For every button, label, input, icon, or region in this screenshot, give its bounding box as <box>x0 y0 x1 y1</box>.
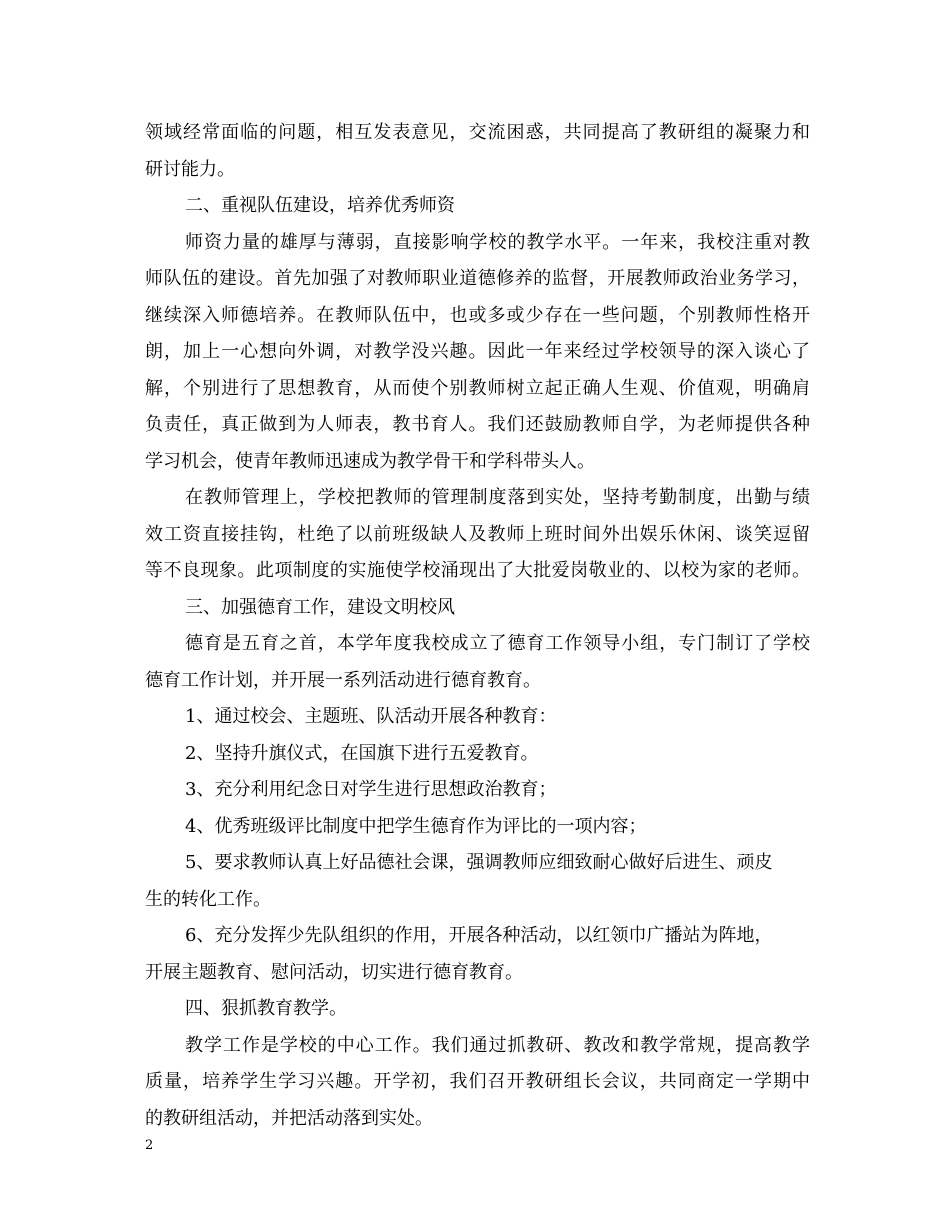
text-line: 领域经常面临的问题，相互发表意见，交流困惑，共同提高了教研组的凝聚力和 <box>145 122 810 143</box>
text-line: 继续深入师德培养。在教师队伍中，也或多或少存在一些问题，个别教师性格开 <box>145 304 810 326</box>
text-line: 3、充分利用纪念日对学生进行思想政治教育； <box>185 779 557 800</box>
page-number: 2 <box>145 1138 154 1153</box>
text-line: 学习机会，使青年教师迅速成为教学骨干和学科带头人。 <box>145 450 595 472</box>
text-line: 负责任，真正做到为人师表，教书育人。我们还鼓励教师自学，为老师提供各种 <box>145 414 810 435</box>
text-line: 教学工作是学校的中心工作。我们通过抓教研、教改和教学常规，提高教学 <box>185 1034 810 1056</box>
text-line: 师队伍的建设。首先加强了对教师职业道德修养的监督，开展教师政治业务学习， <box>145 268 810 289</box>
text-line: 效工资直接挂钩，杜绝了以前班级缺人及教师上班时间外出娱乐休闲、谈笑逗留 <box>145 523 810 545</box>
text-line: 开展主题教育、慰问活动，切实进行德育教育。 <box>145 961 523 983</box>
text-line: 朗，加上一心想向外调，对教学没兴趣。因此一年来经过学校领导的深入谈心了 <box>145 341 810 362</box>
text-line: 5、要求教师认真上好品德社会课，强调教师应细致耐心做好后进生、顽皮 <box>185 852 773 873</box>
text-line: 在教师管理上，学校把教师的管理制度落到实处，坚持考勤制度，出勤与绩 <box>185 487 810 508</box>
text-line: 四、狠抓教育教学。 <box>185 998 347 1019</box>
text-line: 6、充分发挥少先队组织的作用，开展各种活动，以红领巾广播站为阵地， <box>185 925 773 946</box>
text-line: 德育工作计划，并开展一系列活动进行德育教育。 <box>145 669 541 691</box>
text-line: 1、通过校会、主题班、队活动开展各种教育： <box>185 706 557 727</box>
text-line: 2、坚持升旗仪式，在国旗下进行五爱教育。 <box>185 742 539 764</box>
text-line: 研讨能力。 <box>145 158 235 180</box>
text-line: 4、优秀班级评比制度中把学生德育作为评比的一项内容； <box>185 815 647 837</box>
text-line: 质量，培养学生学习兴趣。开学初，我们召开教研组长会议，共同商定一学期中 <box>145 1071 810 1092</box>
text-line: 的教研组活动，并把活动落到实处。 <box>145 1107 433 1129</box>
text-line: 生的转化工作。 <box>145 888 271 910</box>
document-body <box>145 115 810 1137</box>
text-line: 解，个别进行了思想教育，从而使个别教师树立起正确人生观、价值观，明确肩 <box>145 377 810 399</box>
text-line: 等不良现象。此项制度的实施使学校涌现出了大批爱岗敬业的、以校为家的老师。 <box>145 560 810 581</box>
text-line: 二、重视队伍建设，培养优秀师资 <box>185 195 455 216</box>
text-line: 三、加强德育工作，建设文明校风 <box>185 596 455 618</box>
text-line: 师资力量的雄厚与薄弱，直接影响学校的教学水平。一年来，我校注重对教 <box>185 231 810 253</box>
text-line: 德育是五育之首，本学年度我校成立了德育工作领导小组，专门制订了学校 <box>185 633 810 654</box>
